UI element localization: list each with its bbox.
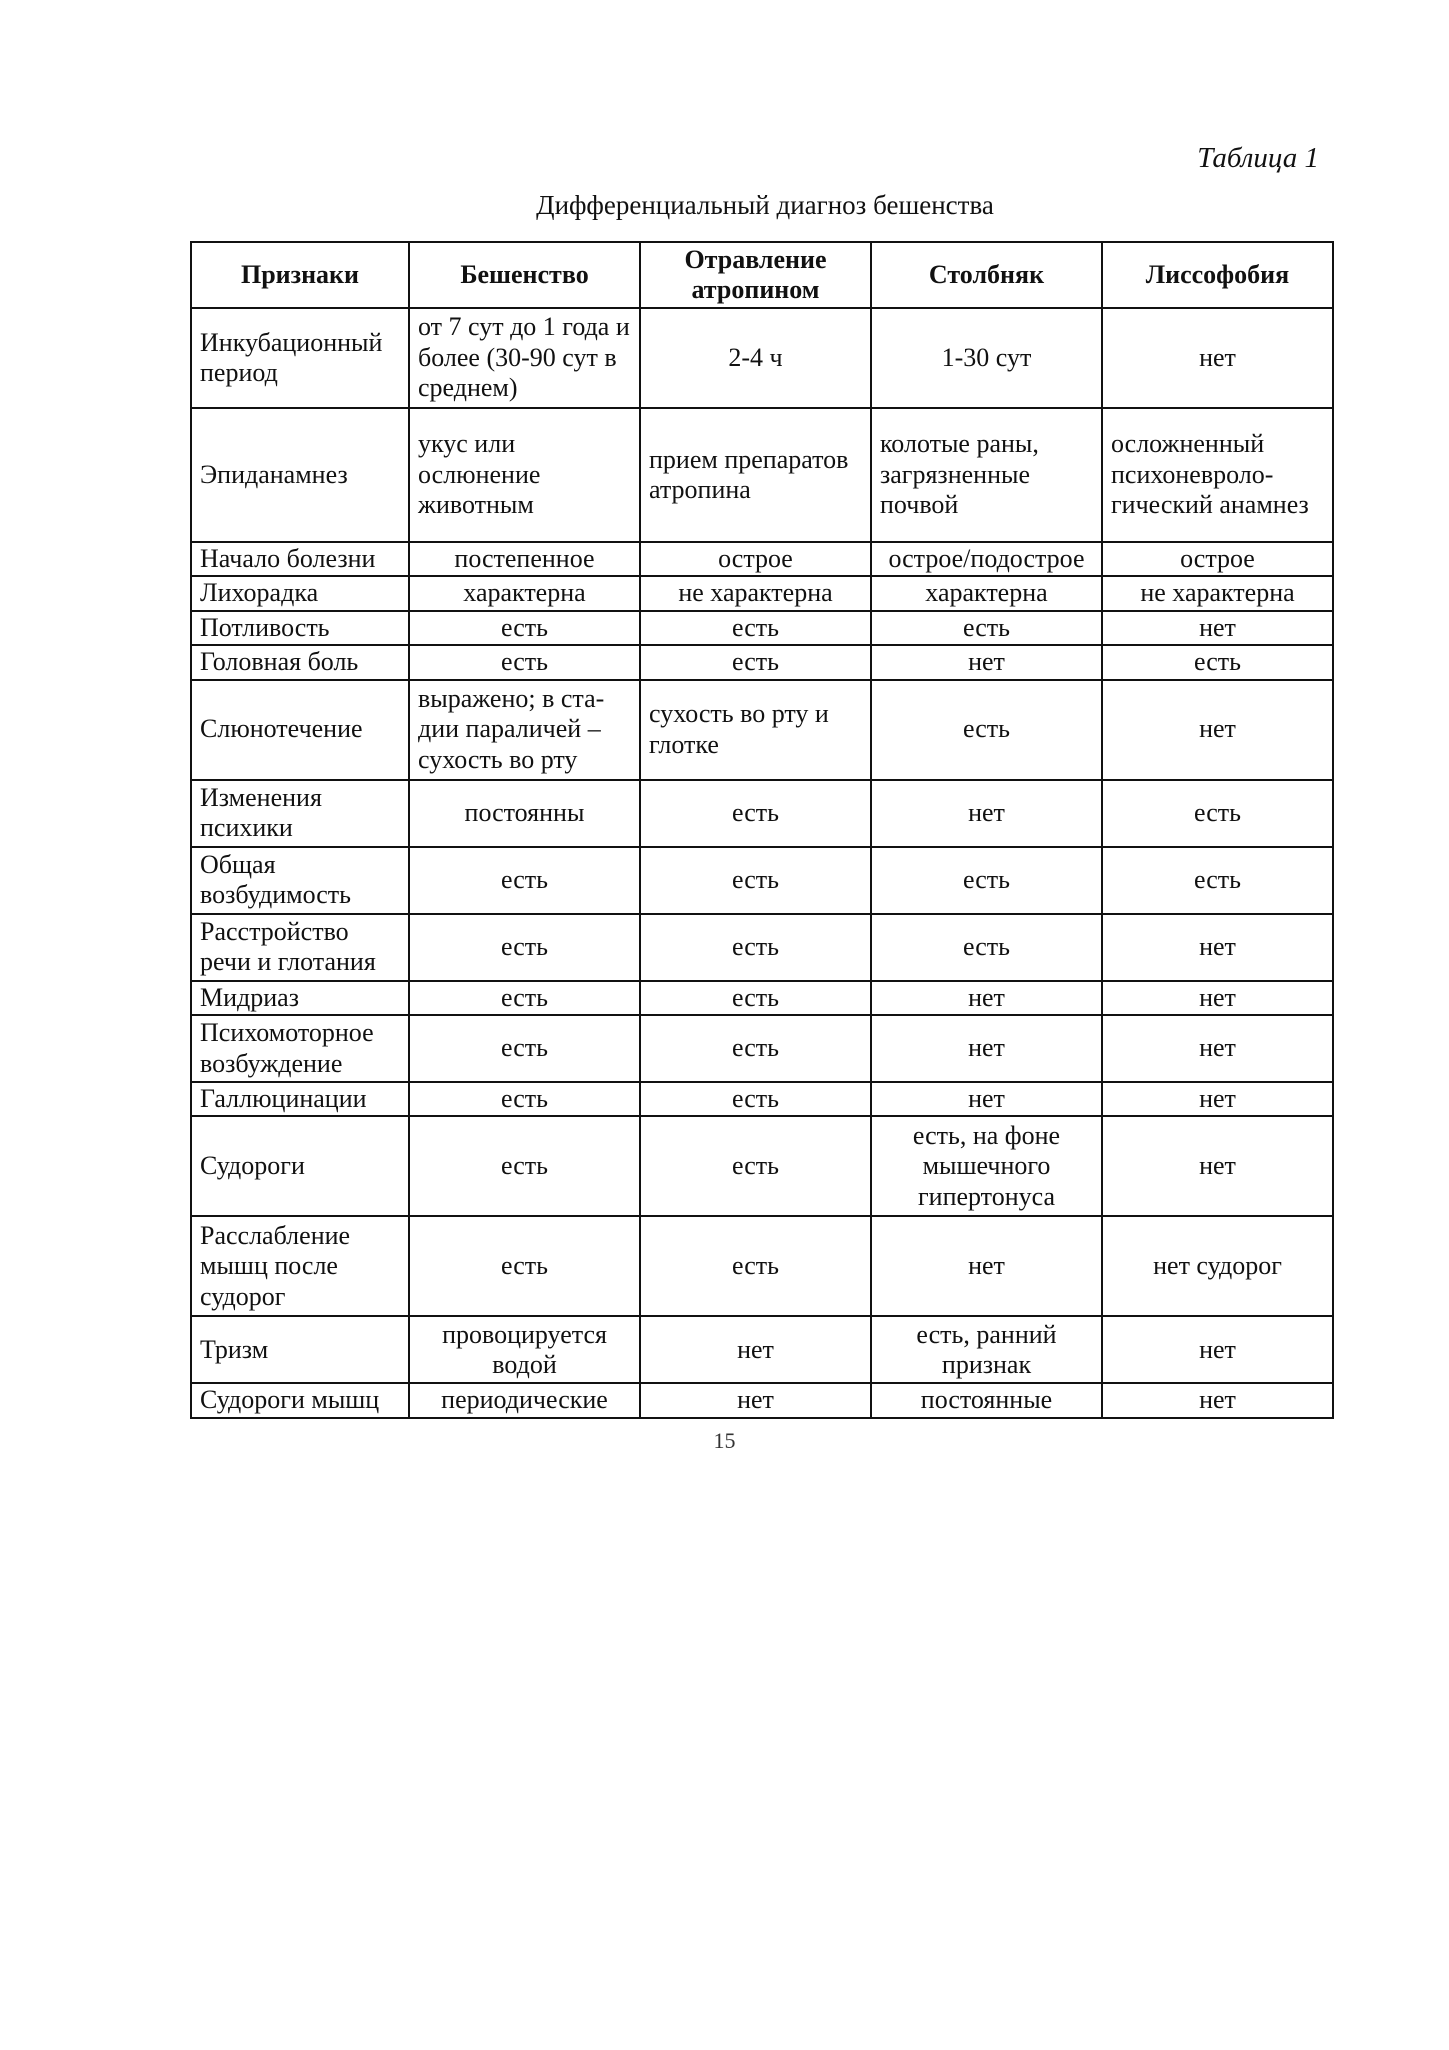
table-row [191, 542, 1333, 576]
cell-tetanus: 1-30 сут [871, 308, 1102, 408]
cell-tetanus: колотые раны, загрязненные почвой [871, 408, 1102, 542]
cell-lyssophobia: нет [1102, 1082, 1333, 1116]
table-row [191, 914, 1333, 981]
cell-tetanus: характерна [871, 576, 1102, 610]
cell-lyssophobia: не характерна [1102, 576, 1333, 610]
row-label-cell: Судороги мышц [191, 1383, 409, 1417]
row-label-cell: Потливость [191, 611, 409, 645]
cell-rabies: есть [409, 1015, 640, 1082]
cell-rabies: есть [409, 847, 640, 914]
table-row [191, 408, 1333, 542]
table-caption: Дифференциальный диагноз бешенства [536, 190, 994, 220]
header-tetanus: Столбняк [871, 242, 1102, 308]
cell-tetanus: есть [871, 914, 1102, 981]
table-row [191, 308, 1333, 408]
cell-atropine: есть [640, 645, 871, 679]
cell-lyssophobia: нет [1102, 1116, 1333, 1216]
cell-lyssophobia: есть [1102, 645, 1333, 679]
cell-lyssophobia: острое [1102, 542, 1333, 576]
table-body [191, 308, 1333, 1418]
table-row [191, 680, 1333, 780]
cell-rabies: выражено; в ста-дии параличей – сухость во рту [409, 680, 640, 780]
row-label-cell: Тризм [191, 1316, 409, 1383]
cell-lyssophobia: нет [1102, 1015, 1333, 1082]
cell-atropine: острое [640, 542, 871, 576]
cell-rabies: укус или ослюнение животным [409, 408, 640, 542]
cell-lyssophobia: есть [1102, 847, 1333, 914]
cell-lyssophobia: нет судорог [1102, 1216, 1333, 1316]
cell-lyssophobia: нет [1102, 981, 1333, 1015]
table-row [191, 611, 1333, 645]
table-row [191, 1316, 1333, 1383]
cell-lyssophobia: нет [1102, 1383, 1333, 1417]
row-label-cell: Инкубационный период [191, 308, 409, 408]
page-number: 15 [713, 1428, 736, 1453]
cell-tetanus: есть [871, 847, 1102, 914]
cell-rabies: есть [409, 981, 640, 1015]
cell-atropine: сухость во рту и глотке [640, 680, 871, 780]
cell-atropine: есть [640, 1116, 871, 1216]
cell-tetanus: нет [871, 981, 1102, 1015]
cell-rabies: есть [409, 1082, 640, 1116]
cell-atropine: не характерна [640, 576, 871, 610]
table-row [191, 1216, 1333, 1316]
cell-atropine: есть [640, 847, 871, 914]
header-atropine-poisoning: Отравление атропином [640, 242, 871, 308]
row-label-cell: Расстройство речи и глотания [191, 914, 409, 981]
cell-tetanus: острое/подострое [871, 542, 1102, 576]
cell-rabies: от 7 сут до 1 года и более (30-90 сут в среднем) [409, 308, 640, 408]
row-label-cell: Общая возбудимость [191, 847, 409, 914]
cell-tetanus: нет [871, 1082, 1102, 1116]
row-label-cell: Мидриаз [191, 981, 409, 1015]
cell-rabies: есть [409, 645, 640, 679]
row-label-cell: Головная боль [191, 645, 409, 679]
cell-lyssophobia: нет [1102, 308, 1333, 408]
cell-atropine: есть [640, 1216, 871, 1316]
row-label-cell: Расслабление мышц после судорог [191, 1216, 409, 1316]
cell-atropine: нет [640, 1383, 871, 1417]
row-label-cell: Лихорадка [191, 576, 409, 610]
cell-rabies: характерна [409, 576, 640, 610]
cell-atropine: 2-4 ч [640, 308, 871, 408]
table-row [191, 1383, 1333, 1417]
cell-atropine: есть [640, 914, 871, 981]
table-row [191, 576, 1333, 610]
cell-rabies: есть [409, 1116, 640, 1216]
cell-atropine: есть [640, 1082, 871, 1116]
table-row [191, 1015, 1333, 1082]
cell-lyssophobia: нет [1102, 1316, 1333, 1383]
cell-rabies: периодические [409, 1383, 640, 1417]
row-label-cell: Галлюцинации [191, 1082, 409, 1116]
cell-lyssophobia: нет [1102, 914, 1333, 981]
cell-rabies: провоцируется водой [409, 1316, 640, 1383]
differential-diagnosis-table [190, 241, 1334, 1419]
cell-tetanus: нет [871, 780, 1102, 847]
table-row [191, 847, 1333, 914]
cell-lyssophobia: нет [1102, 680, 1333, 780]
cell-tetanus: есть [871, 680, 1102, 780]
header-rabies: Бешенство [409, 242, 640, 308]
cell-rabies: постоянны [409, 780, 640, 847]
cell-tetanus: нет [871, 1015, 1102, 1082]
cell-tetanus: нет [871, 645, 1102, 679]
cell-rabies: есть [409, 1216, 640, 1316]
cell-atropine: есть [640, 981, 871, 1015]
cell-rabies: есть [409, 914, 640, 981]
cell-atropine: есть [640, 780, 871, 847]
cell-lyssophobia: есть [1102, 780, 1333, 847]
row-label-cell: Изменения психики [191, 780, 409, 847]
table-number-label: Таблица 1 [1197, 142, 1319, 174]
cell-rabies: есть [409, 611, 640, 645]
table-header-row [191, 242, 1333, 308]
cell-rabies: постепенное [409, 542, 640, 576]
table-row [191, 780, 1333, 847]
row-label-cell: Психомоторное возбуждение [191, 1015, 409, 1082]
row-label-cell: Судороги [191, 1116, 409, 1216]
table-row [191, 1082, 1333, 1116]
cell-tetanus: постоянные [871, 1383, 1102, 1417]
header-signs: Признаки [191, 242, 409, 308]
cell-tetanus: есть, на фоне мышечного гипертонуса [871, 1116, 1102, 1216]
cell-tetanus: нет [871, 1216, 1102, 1316]
row-label-cell: Эпиданамнез [191, 408, 409, 542]
cell-tetanus: есть, ранний признак [871, 1316, 1102, 1383]
header-lyssophobia: Лиссофобия [1102, 242, 1333, 308]
table-row [191, 1116, 1333, 1216]
cell-lyssophobia: осложненный психоневроло-гический анамнез [1102, 408, 1333, 542]
row-label-cell: Слюнотечение [191, 680, 409, 780]
row-label-cell: Начало болезни [191, 542, 409, 576]
cell-atropine: нет [640, 1316, 871, 1383]
table-row [191, 645, 1333, 679]
cell-lyssophobia: нет [1102, 611, 1333, 645]
cell-atropine: прием препаратов атропина [640, 408, 871, 542]
table-row [191, 981, 1333, 1015]
cell-atropine: есть [640, 611, 871, 645]
cell-tetanus: есть [871, 611, 1102, 645]
cell-atropine: есть [640, 1015, 871, 1082]
